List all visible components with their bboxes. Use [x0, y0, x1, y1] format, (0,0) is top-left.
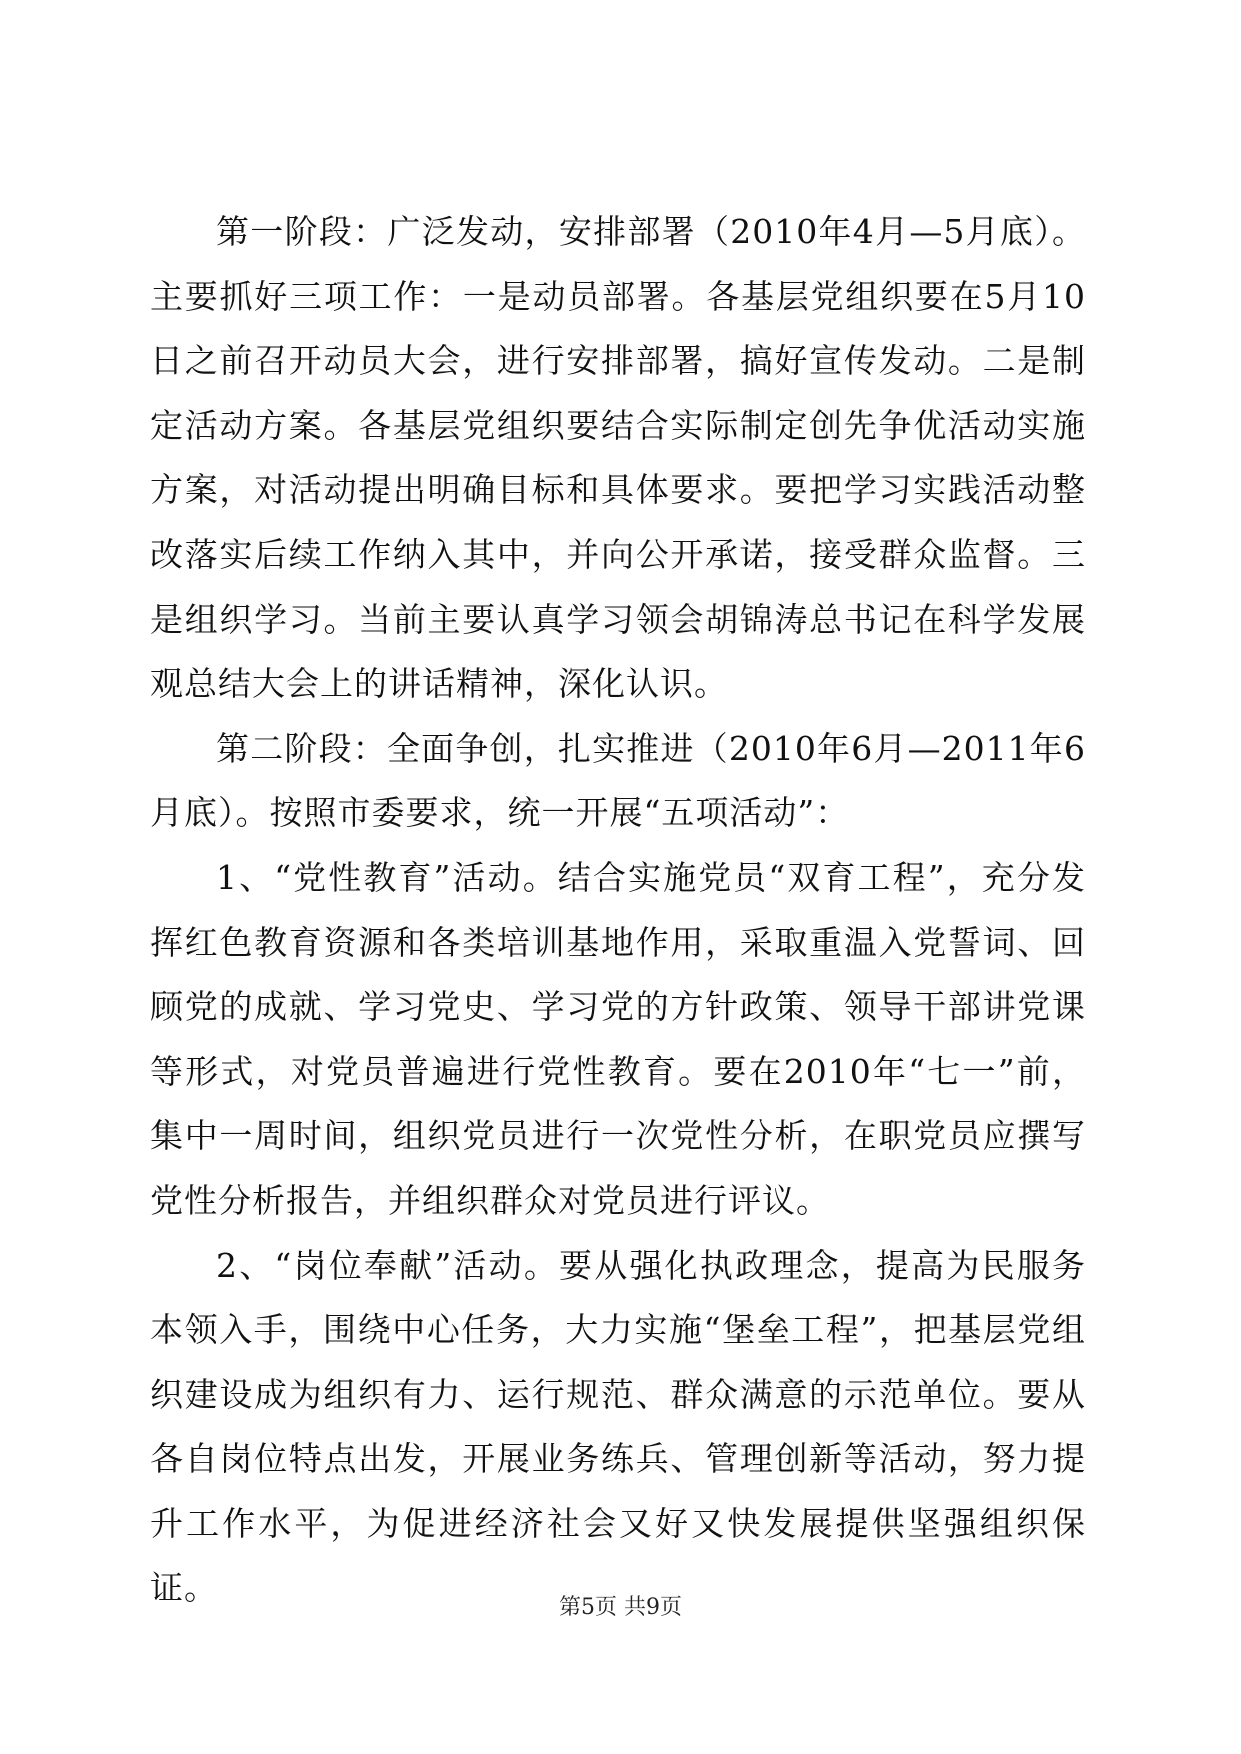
paragraph-stage-one: 第一阶段：广泛发动，安排部署（2010年4月—5月底）。主要抓好三项工作：一是动员部署。各基层党组织要在5月10日之前召开动员大会，进行安排部署，搞好宣传发动。二是制定活动方案。各基层党组织要结合实际制定创先争优活动实施方案，对活动提出明确目标和具体要求。要把学习实践活动整改落实后续工作纳入其中，并向公开承诺，接受群众监督。三是组织学习。当前主要认真学习领会胡锦涛总书记在科学发展观总结大会上的讲话精神，深化认识。 [150, 212, 1086, 704]
paragraph-stage-two: 第二阶段：全面争创，扎实推进（2010年6月—2011年6月底）。按照市委要求，统一开展“五项活动”： [150, 728, 1086, 833]
paragraph-item-2: 2、“岗位奉献”活动。要从强化执政理念，提高为民服务本领入手，围绕中心任务，大力实施“堡垒工程”，把基层党组织建设成为组织有力、运行规范、群众满意的示范单位。要从各自岗位特点出发，开展业务练兵、管理创新等活动，努力提升工作水平，为促进经济社会又好又快发展提供坚强组织保证。 [150, 1245, 1086, 1608]
document-body [150, 200, 1086, 1621]
page-footer [0, 1590, 1241, 1621]
page-number: 第5页 共9页 [559, 1595, 682, 1620]
paragraph-item-1: 1、“党性教育”活动。结合实施党员“双育工程”，充分发挥红色教育资源和各类培训基地作用，采取重温入党誓词、回顾党的成就、学习党史、学习党的方针政策、领导干部讲党课等形式，对党员普遍进行党性教育。要在2010年“七一”前，集中一周时间，组织党员进行一次党性分析，在职党员应撰写党性分析报告，并组织群众对党员进行评议。 [150, 857, 1086, 1220]
